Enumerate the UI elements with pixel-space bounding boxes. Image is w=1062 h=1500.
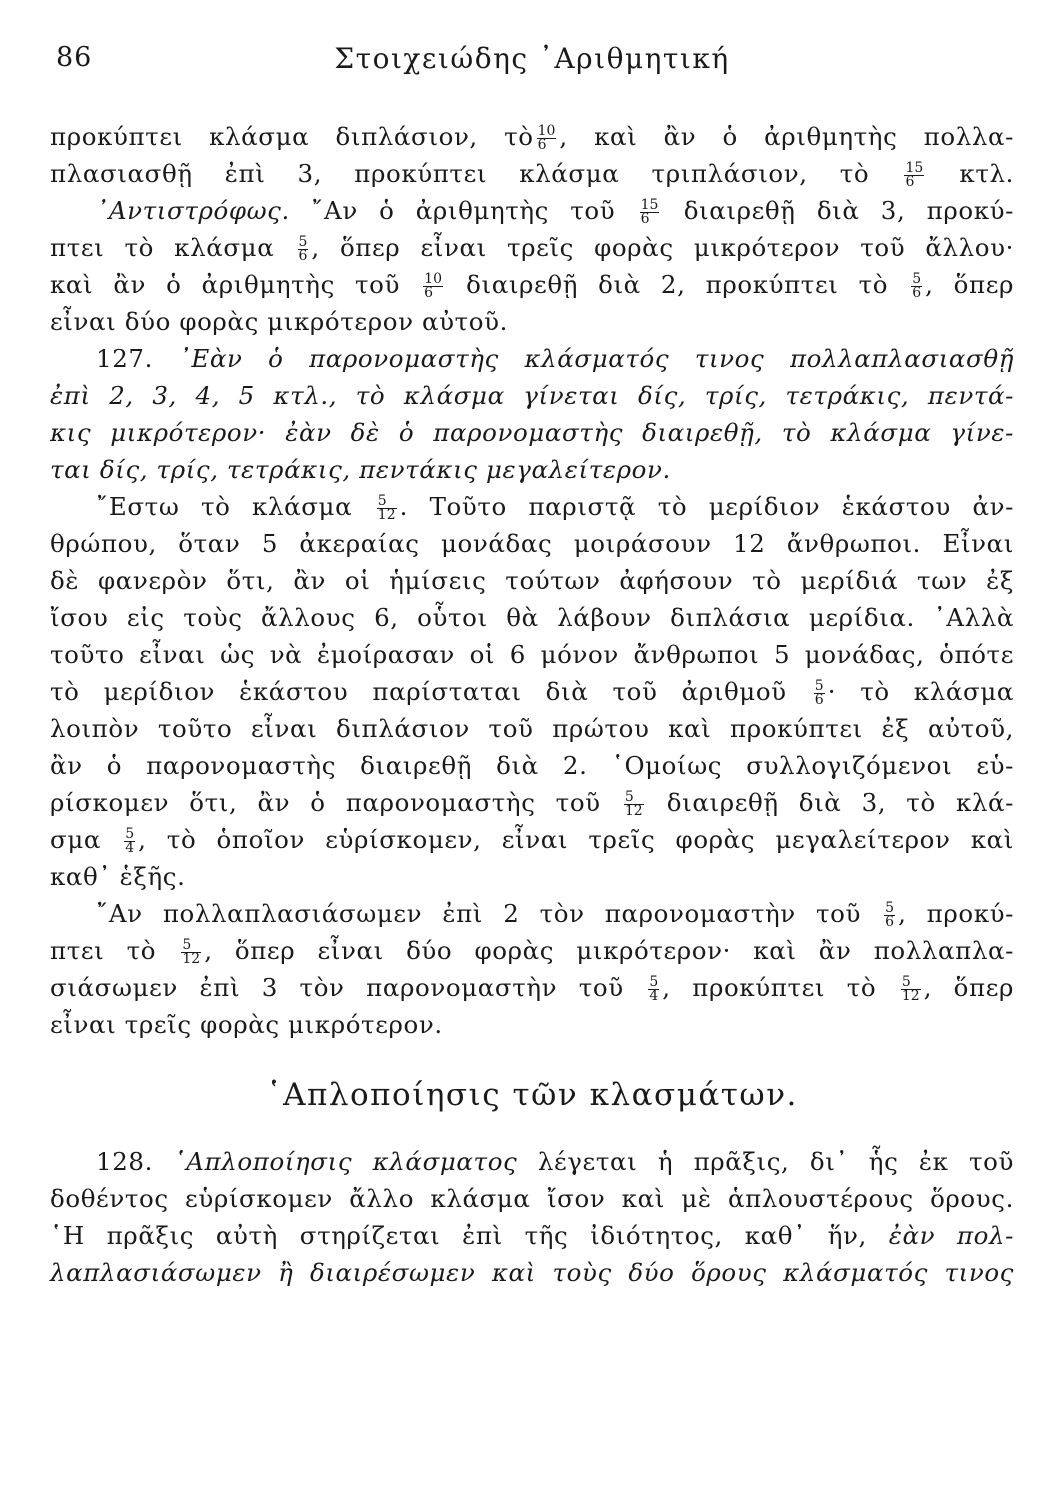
text-line: δοθέντος εὑρίσκομεν ἄλλο κλάσμα ἴσον καὶ μὲ ἁπλουστέρους ὅρους. <box>50 1184 1014 1213</box>
spacer <box>50 1043 1014 1057</box>
text-line: τοῦτο εἶναι ὡς νὰ ἐμοίρασαν οἱ 6 μόνον ἄνθρωποι 5 μονάδας, ὁπότε <box>50 640 1014 669</box>
text-line: ῾Η πρᾶξις αὐτὴ στηρίζεται ἐπὶ τῆς ἰδιότητος, καθ᾽ ἥν, ἐὰν πολ- <box>50 1221 1014 1250</box>
fraction: $\frac{15}{6}$ <box>905 160 924 190</box>
fraction: $\frac{5}{4}$ <box>649 974 659 1004</box>
text-line: ἐπὶ 2, 3, 4, 5 κτλ., τὸ κλάσμα γίνεται δίς, τρίς, τετράκις, πεντά- <box>50 381 1014 410</box>
fraction: $\frac{5}{4}$ <box>125 826 135 856</box>
fraction: $\frac{5}{6}$ <box>298 234 308 264</box>
page-number: 86 <box>56 42 93 73</box>
text-line: πλασιασθῇ ἐπὶ 3, προκύπτει κλάσμα τριπλάσιον, τὸ $\frac{15}{6}$ κτλ. <box>50 159 1015 190</box>
paragraph-converse <box>50 895 1014 1043</box>
text-line: σιάσωμεν ἐπὶ 3 τὸν παρονομαστὴν τοῦ $\frac{5}{4}$ , προκύπτει τὸ $\frac{5}{12}$ , ὅπερ <box>50 973 1015 1004</box>
text-line: εἶναι δύο φορὰς μικρότερον αὐτοῦ. <box>50 307 508 336</box>
text-line: ρίσκομεν ὅτι, ἂν ὁ παρονομαστὴς τοῦ $\frac{5}{12}$ διαιρεθῇ διὰ 3, τὸ κλά- <box>50 788 1015 819</box>
fraction: $\frac{5}{12}$ <box>182 937 201 967</box>
text-line: ται δίς, τρίς, τετράκις, πεντάκις μεγαλείτερον. <box>50 455 671 484</box>
text-line: θρώπου, ὅταν 5 ἀκεραίας μονάδας μοιράσουν 12 ἄνθρωποι. Εἶναι <box>50 529 1014 558</box>
page-body <box>50 118 1014 1291</box>
fraction: $\frac{5}{6}$ <box>885 900 895 930</box>
text-line: λοιπὸν τοῦτο εἶναι διπλάσιον τοῦ πρώτου καὶ προκύπτει ἐξ αὐτοῦ, <box>50 714 1014 743</box>
text-line: 128. ῾Απλοποίησις κλάσματος λέγεται ἡ πρᾶξις, δι᾽ ἧς ἐκ τοῦ <box>96 1147 1015 1176</box>
text-line: καθ᾽ ἑξῆς. <box>50 862 186 891</box>
text-line: εἶναι τρεῖς φορὰς μικρότερον. <box>50 1010 443 1039</box>
fraction: $\frac{15}{6}$ <box>640 197 659 227</box>
paragraph-128 <box>50 1143 1014 1291</box>
fraction: $\frac{5}{6}$ <box>912 271 922 301</box>
fraction: $\frac{10}{6}$ <box>424 271 442 301</box>
fraction: $\frac{10}{6}$ <box>537 123 556 153</box>
book-page <box>46 38 1018 1478</box>
text-line: ῎Αν πολλαπλασιάσωμεν ἐπὶ 2 τὸν παρονομαστὴν τοῦ $\frac{5}{6}$ , προκύ- <box>96 899 1015 930</box>
paragraph-number: 127. <box>96 344 153 373</box>
text-line: κις μικρότερον· ἐὰν δὲ ὁ παρονομαστὴς διαιρεθῇ, τὸ κλάσμα γίνε- <box>50 418 1014 447</box>
text-line: ῎Εστω τὸ κλάσμα $\frac{5}{12}$ . Τοῦτο παριστᾷ τὸ μερίδιον ἑκάστου ἀν- <box>96 492 1014 523</box>
fraction: $\frac{5}{12}$ <box>377 493 396 523</box>
fraction: $\frac{5}{12}$ <box>901 974 920 1004</box>
italic-term: ᾽Αντιστρόφως. <box>96 196 290 225</box>
section-heading: ῾Απλοποίησις τῶν κλασμάτων. <box>266 1077 798 1113</box>
text-line: ἂν ὁ παρονομαστὴς διαιρεθῇ διὰ 2. ῾Ομοίως συλλογιζόμενοι εὑ- <box>50 751 1014 780</box>
text-line: πτει τὸ κλάσμα $\frac{5}{6}$ , ὅπερ εἶναι τρεῖς φορὰς μικρότερον τοῦ ἄλλου· <box>50 233 1015 264</box>
text-line: ᾽Αντιστρόφως. ῎Αν ὁ ἀριθμητὴς τοῦ $\frac{15}{6}$ διαιρεθῇ διὰ 3, προκύ- <box>96 196 1015 227</box>
spacer <box>50 1129 1014 1143</box>
page-header <box>46 38 1018 82</box>
paragraph-127 <box>50 340 1014 488</box>
text-line: ἴσου εἰς τοὺς ἄλλους 6, οὗτοι θὰ λάβουν διπλάσια μερίδια. ᾽Αλλὰ <box>50 603 1014 632</box>
italic-term: ῾Απλοποίησις κλάσματος <box>173 1147 518 1176</box>
running-title: Στοιχειώδης ᾽Αριθμητική <box>334 42 730 75</box>
text-line: τὸ μερίδιον ἑκάστου παρίσταται διὰ τοῦ ἀριθμοῦ $\frac{5}{6}$ · τὸ κλάσμα <box>50 677 1014 708</box>
text-line: λαπλασιάσωμεν ἢ διαιρέσωμεν καὶ τοὺς δύο ὅρους κλάσματός τινος <box>50 1258 1014 1287</box>
text-line: πτει τὸ $\frac{5}{12}$ , ὅπερ εἶναι δύο φορὰς μικρότερον· καὶ ἂν πολλαπλα- <box>50 936 1015 967</box>
text-line: καὶ ἂν ὁ ἀριθμητὴς τοῦ $\frac{10}{6}$ διαιρεθῇ διὰ 2, προκύπτει τὸ $\frac{5}{6}$ , ὅπερ <box>50 270 1015 301</box>
fraction: $\frac{5}{6}$ <box>814 678 824 708</box>
text-line: δὲ φανερὸν ὅτι, ἂν οἱ ἡμίσεις τούτων ἀφήσουν τὸ μερίδιά των ἐξ <box>50 566 1014 595</box>
text-line: προκύπτει κλάσμα διπλάσιον, τὸ $\frac{10}{6}$ , καὶ ἂν ὁ ἀριθμητὴς πολλα- <box>50 122 1014 153</box>
fraction: $\frac{5}{12}$ <box>624 789 643 819</box>
text-line: σμα $\frac{5}{4}$ , τὸ ὁποῖον εὑρίσκομεν, εἶναι τρεῖς φορὰς μεγαλείτερον καὶ <box>50 825 1014 856</box>
paragraph-continuation <box>50 118 1014 340</box>
text-line: 127. ᾽Εὰν ὁ παρονομαστὴς κλάσματός τινος πολλαπλασιασθῇ <box>96 344 1015 373</box>
paragraph-number: 128. <box>96 1147 153 1176</box>
paragraph-example <box>50 488 1014 895</box>
